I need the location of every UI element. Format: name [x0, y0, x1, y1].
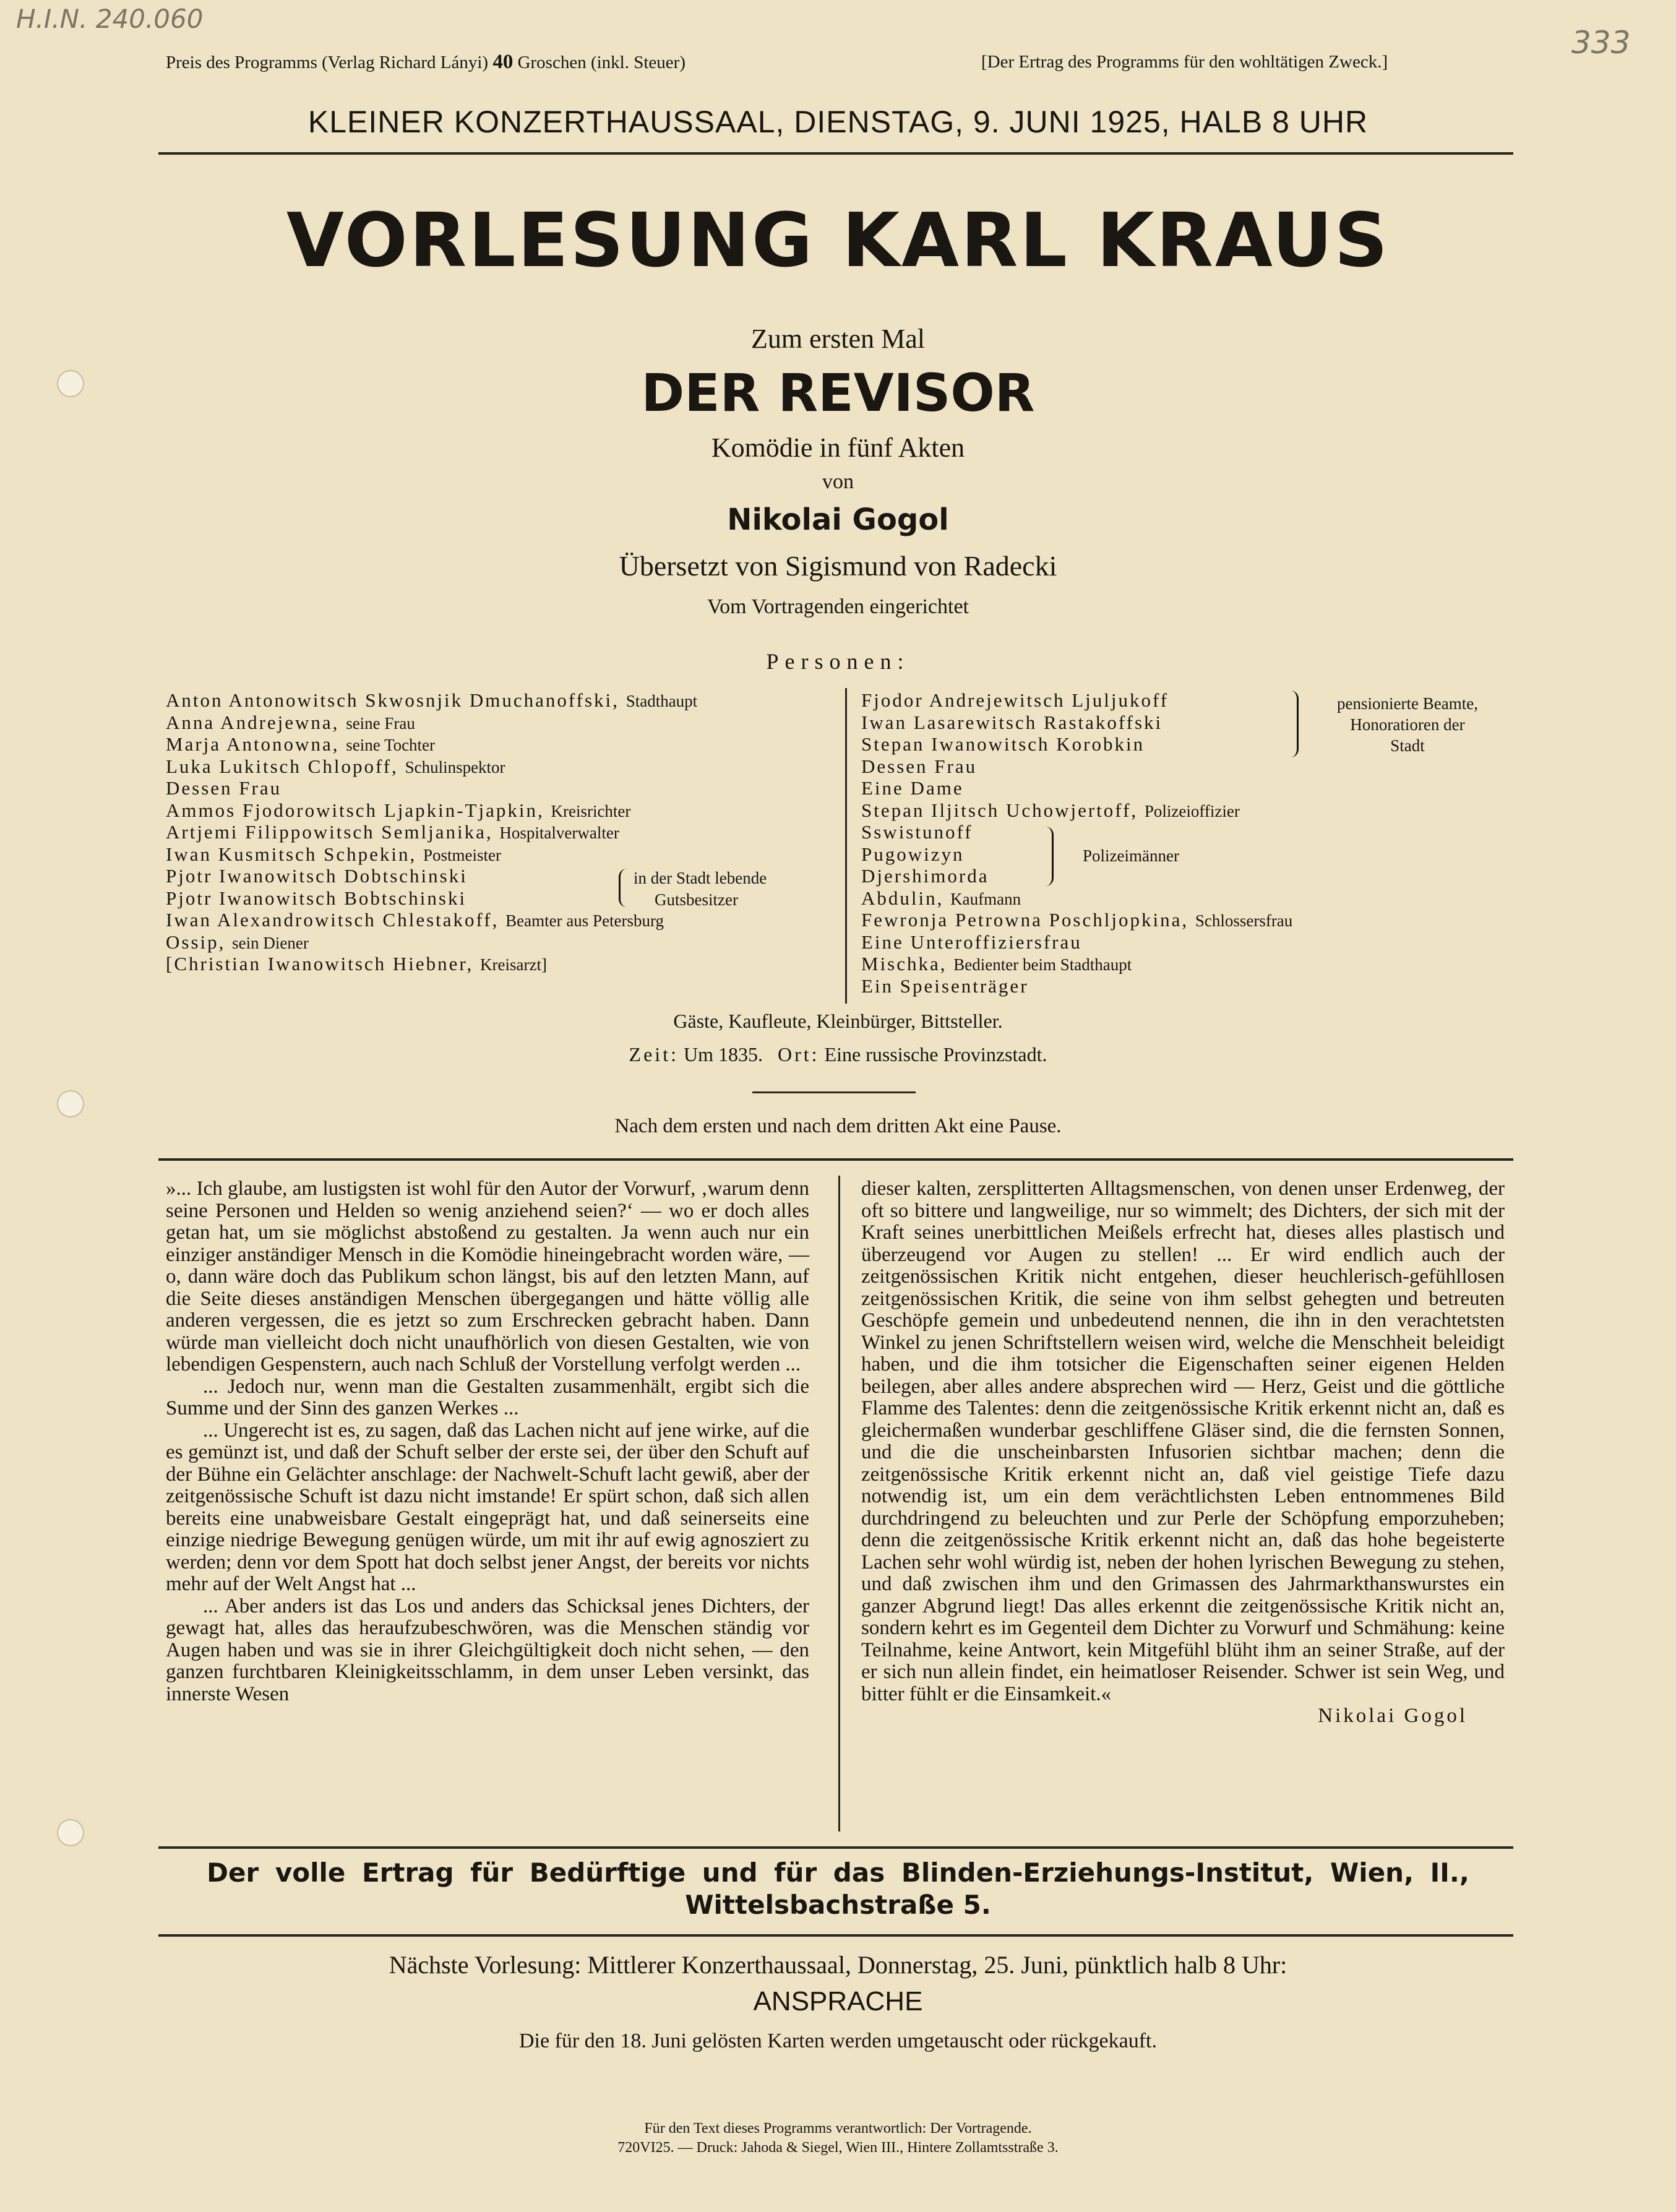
- divider: [158, 152, 1513, 155]
- next-lecture-title: ANSPRACHE: [753, 1986, 923, 2016]
- cast-member: [166, 821, 619, 844]
- extras-line: Gäste, Kaufleute, Kleinbürger, Bittsteller.: [673, 1010, 1003, 1032]
- arranged-line: Vom Vortragenden eingerichtet: [707, 595, 969, 618]
- cast-name: Marja Antonowna,: [166, 733, 340, 755]
- brace: [1046, 827, 1054, 886]
- cast-member: [861, 712, 1162, 733]
- cast-name: Pjotr Iwanowitsch Bobtschinski: [166, 887, 467, 909]
- cast-name: Iwan Kusmitsch Schpekin,: [166, 843, 417, 865]
- quote-paragraph: dieser kalten, zersplitterten Alltagsmenschen, von denen unser Erdenweg, der oft so bittere und langweilige, nur so wimmelt; des Dichters, der sich mit der Kraft seines unerbittlichen Meißels erfrecht hat, dieses alles plastisch und überzeugend vor Augen zu stellen! ... Er wird endlich auch der zeitgenössischen Kritik nicht entgehen, dieser heuchlerisch-gefühllosen zeitgenössischen Kritik, die seine von ihm selbst gehegten und betreuten Geschöpfe gemein und unbedeutend nennen, die ihn in den verachtetsten Winkel zu jenen Schriftstellern weisen wird, welche die Menschheit beleidigt haben, und die ihm totsicher die Eigenschaften seiner eigenen Helden beilegen, aber alles andere absprechen wird — Herz, Geist und die göttliche Flamme des Talentes: denn die zeitgenössische Kritik erkennt nicht an, daß es gleichermaßen wunderbar geschliffene Gläser sind, die die fernsten Sonnen, und die die unscheinbarsten Infusorien sichtbar machen; denn die zeitgenössische Kritik erkennt nicht an, daß viel geistige Tiefe dazu notwendig ist, um ein dem verächtlichsten Leben entnommenes Bild durchdringend zu beleuchten und zur Perle der Schöpfung emporzuheben; denn die zeitgenössische Kritik erkennt nicht an, daß das hohe begeisterte Lachen sehr wohl würdig ist, neben der hohen lyrischen Bewegung zu stehen, und daß zwischen ihm und den Grimassen des Jahrmarkthanswurstes ein ganzer Abgrund liegt! Das alles erkennt die zeitgenössische Kritik nicht an, sondern kehrt es im Gegenteil dem Dichter zu Vorwurf und Schmähung: keine Teilnahme, keine Antwort, kein Mitgefühl blüht ihm an seiner Straße, auf der er sich nun allein findet, ein heimatloser Reisender. Schwer ist sein Weg, und bitter fühlt er die Einsamkeit.«: [861, 1177, 1505, 1705]
- quote-paragraph: »... Ich glaube, am lustigsten ist wohl für den Autor der Vorwurf, ‚warum denn seine Personen und Helden so wenig anziehend seien?‘ — wo er doch alles getan hat, um sie möglichst abstoßend zu gestalten. Ja wenn auch nur ein einziger anständiger Mensch in die Komödie hineingebracht worden wäre, — o, dann wäre doch das Publikum schon längst, bis auf den letzten Mann, auf die Seite dieses anständigen Menschen übergegangen und hätte völlig alle anderen vergessen, die es jetzt so zum Erschrecken gebracht haben. Dann würde man vielleicht doch nicht unaufhörlich von diesen Gestalten, wie von lebendigen Gespenstern, auch nach Schluß der Vorstellung verfolgt werden ...: [166, 1177, 809, 1375]
- cast-name: Fewronja Petrowna Poschljopkina,: [861, 909, 1189, 931]
- cast-name: Fjodor Andrejewitsch Ljuljukoff: [861, 689, 1169, 711]
- short-divider: [752, 1091, 916, 1093]
- cast-member: [861, 975, 1029, 997]
- cast-member: [861, 887, 1021, 910]
- cast-name: Pugowizyn: [861, 843, 965, 865]
- cast-name: Ammos Fjodorowitsch Ljapkin-Tjapkin,: [166, 799, 544, 821]
- cast-name: Artjemi Filippowitsch Semljanika,: [166, 821, 493, 843]
- cast-name: Eine Unteroffiziersfrau: [861, 931, 1082, 953]
- brace: [1291, 691, 1299, 757]
- quote-column-left: [166, 1178, 809, 1705]
- cast-name: [Christian Iwanowitsch Hiebner,: [166, 953, 474, 975]
- cast-member: [166, 865, 468, 887]
- cast-member: [166, 689, 697, 712]
- cast-member: [861, 843, 965, 865]
- cast-name: Iwan Alexandrowitsch Chlestakoff,: [166, 909, 499, 931]
- author-name: Nikolai Gogol: [727, 502, 949, 537]
- cast-role: Beamter aus Petersburg: [505, 911, 664, 930]
- landowners-note: in der Stadt lebende Gutsbesitzer: [634, 869, 767, 909]
- translator-line: Übersetzt von Sigismund von Radecki: [619, 550, 1057, 582]
- play-title: DER REVISOR: [641, 363, 1035, 423]
- cast-member: [166, 953, 547, 976]
- cast-member: [166, 733, 435, 756]
- cast-name: Stepan Iwanowitsch Korobkin: [861, 733, 1145, 755]
- cast-role: Schlossersfrau: [1195, 911, 1293, 930]
- divider: [158, 1934, 1513, 1937]
- quote-paragraph: ... Aber anders ist das Los und anders das Schicksal jenes Dichters, der gewagt hat, alles das heraufzubeschwören, was die Menschen ständig vor Augen haben und was sie in ihrer Gleichgültigkeit doch nicht sehen, — den ganzen furchtbaren Kleinigkeitsschlamm, in dem unser Leben versinkt, das innerste Wesen: [166, 1594, 809, 1705]
- cast-role: seine Tochter: [346, 736, 436, 754]
- proceeds-note: [Der Ertrag des Programms für den wohltätigen Zweck.]: [981, 52, 1388, 72]
- cast-role: Kaufmann: [950, 889, 1021, 908]
- cast-member: [861, 755, 977, 777]
- by-label: von: [822, 470, 854, 493]
- cast-heading: Personen:: [766, 649, 910, 674]
- cast-name: Eine Dame: [861, 777, 964, 799]
- benefit-address: Wittelsbachstraße 5.: [685, 1890, 991, 1920]
- page-number-annotation: 333: [1571, 25, 1631, 61]
- cast-member: [861, 799, 1240, 822]
- cast-member: [861, 777, 964, 799]
- cast-role: Stadthaupt: [625, 692, 698, 710]
- cast-member: [861, 865, 989, 887]
- cast-member: [166, 909, 664, 932]
- pause-note: Nach dem ersten und nach dem dritten Akt eine Pause.: [614, 1115, 1062, 1137]
- venue-line: KLEINER KONZERTHAUSSAAL, DIENSTAG, 9. JUNI 1925, HALB 8 UHR: [307, 105, 1369, 139]
- cast-name: Iwan Lasarewitsch Rastakoffski: [861, 711, 1163, 733]
- column-divider: [838, 1176, 840, 1831]
- imprint-printer: 720VI25. — Druck: Jahoda & Siegel, Wien III., Hintere Zollamtsstraße 3.: [617, 2140, 1059, 2156]
- cast-member: [166, 799, 630, 822]
- cast-member: [166, 755, 505, 778]
- time-place-line: Zeit: Um 1835. Ort: Eine russische Provinzstadt.: [629, 1043, 1047, 1065]
- premiere-note: Zum ersten Mal: [750, 324, 926, 354]
- play-genre: Komödie in fünf Akten: [711, 433, 965, 463]
- cast-name: Djershimorda: [861, 865, 989, 887]
- cast-role: Polizeioffizier: [1144, 801, 1240, 820]
- cast-role: Postmeister: [423, 845, 501, 864]
- cast-name: Dessen Frau: [861, 755, 978, 777]
- cast-name: Pjotr Iwanowitsch Dobtschinski: [166, 865, 468, 887]
- cast-member: [166, 887, 466, 909]
- cast-member: [861, 689, 1169, 711]
- cast-member: [861, 733, 1145, 755]
- cast-member: [166, 931, 309, 954]
- quote-column-right: [861, 1178, 1505, 1728]
- brace: [619, 869, 627, 907]
- cast-member: [861, 931, 1082, 953]
- cast-name: Ossip,: [166, 931, 226, 953]
- benefit-line: Der volle Ertrag für Bedürftige und für das Blinden-Erziehungs-Institut, Wien, II.,: [207, 1857, 1469, 1888]
- punch-hole: [57, 1819, 84, 1846]
- cast-name: Abdulin,: [861, 887, 944, 909]
- imprint-responsible: Für den Text dieses Programms verantwortlich: Der Vortragende.: [644, 2120, 1032, 2137]
- cast-name: Ein Speisenträger: [861, 975, 1029, 997]
- quote-signature: Nikolai Gogol: [1318, 1705, 1468, 1727]
- cast-member: [166, 777, 281, 799]
- ticket-note: Die für den 18. Juni gelösten Karten werden umgetauscht oder rückgekauft.: [519, 2029, 1157, 2052]
- quote-paragraph: ... Ungerecht ist es, zu sagen, daß das Lachen nicht auf jene wirke, auf die es gemünzt ist, und daß der Schuft selber der erste sei, der über den Schuft auf der Bühne ein Gelächter anschlage: der Nachwelt-Schuft lacht gewiß, aber der zeitgenössische Schuft ist dazu nicht imstande! Er spürt schon, daß sich allen bereits eine unabweisbare Gestalt eingeprägt hat, und daß seinerseits eine einzige niedrige Bewegung genügen würde, um mit ihr auf ewig agnosziert zu werden; denn vor dem Spott hat doch selbst jener Angst, der bereits vor nichts mehr auf der Welt Angst hat ...: [166, 1419, 809, 1595]
- cast-name: Dessen Frau: [166, 777, 282, 799]
- divider: [158, 1158, 1513, 1161]
- cast-name: Mischka,: [861, 953, 947, 975]
- officials-note: pensionierte Beamte, Honoratioren der Stadt: [1337, 694, 1478, 755]
- punch-hole: [57, 1090, 84, 1117]
- shelfmark-annotation: H.I.N. 240.060: [16, 4, 204, 34]
- page-title: VORLESUNG KARL KRAUS: [286, 198, 1390, 284]
- next-lecture-line: Nächste Vorlesung: Mittlerer Konzerthaussaal, Donnerstag, 25. Juni, pünktlich halb 8 Uhr:: [389, 1951, 1287, 1979]
- cast-name: Sswistunoff: [861, 821, 973, 843]
- cast-name: Luka Lukitsch Chlopoff,: [166, 755, 398, 777]
- cast-role: Kreisrichter: [551, 801, 631, 820]
- cast-role: sein Diener: [232, 933, 309, 952]
- program-price: Preis des Programms (Verlag Richard Lányi) 40 Groschen (inkl. Steuer): [166, 51, 685, 73]
- cast-member: [861, 821, 973, 843]
- cast-role: Bedienter beim Stadthaupt: [953, 955, 1132, 974]
- cast-member: [166, 843, 501, 866]
- cast-name: Stepan Iljitsch Uchowjertoff,: [861, 799, 1138, 821]
- cast-name: Anton Antonowitsch Skwosnjik Dmuchanoffski,: [166, 689, 619, 711]
- cast-list-left: [166, 689, 834, 986]
- police-note: Polizeimänner: [1083, 846, 1179, 865]
- column-divider: [845, 688, 847, 1004]
- divider: [158, 1846, 1513, 1849]
- price-amount: 40: [492, 51, 514, 73]
- cast-member: [861, 953, 1132, 976]
- cast-member: [861, 909, 1292, 932]
- cast-member: [166, 712, 415, 734]
- cast-name: Anna Andrejewna,: [166, 711, 340, 733]
- cast-role: Kreisarzt]: [480, 955, 547, 974]
- cast-role: seine Frau: [346, 713, 415, 733]
- cast-role: Hospitalverwalter: [499, 824, 619, 842]
- quote-paragraph: ... Jedoch nur, wenn man die Gestalten zusammenhält, ergibt sich die Summe und der Sinn des ganzen Werkes ...: [166, 1375, 809, 1419]
- cast-role: Schulinspektor: [405, 757, 505, 777]
